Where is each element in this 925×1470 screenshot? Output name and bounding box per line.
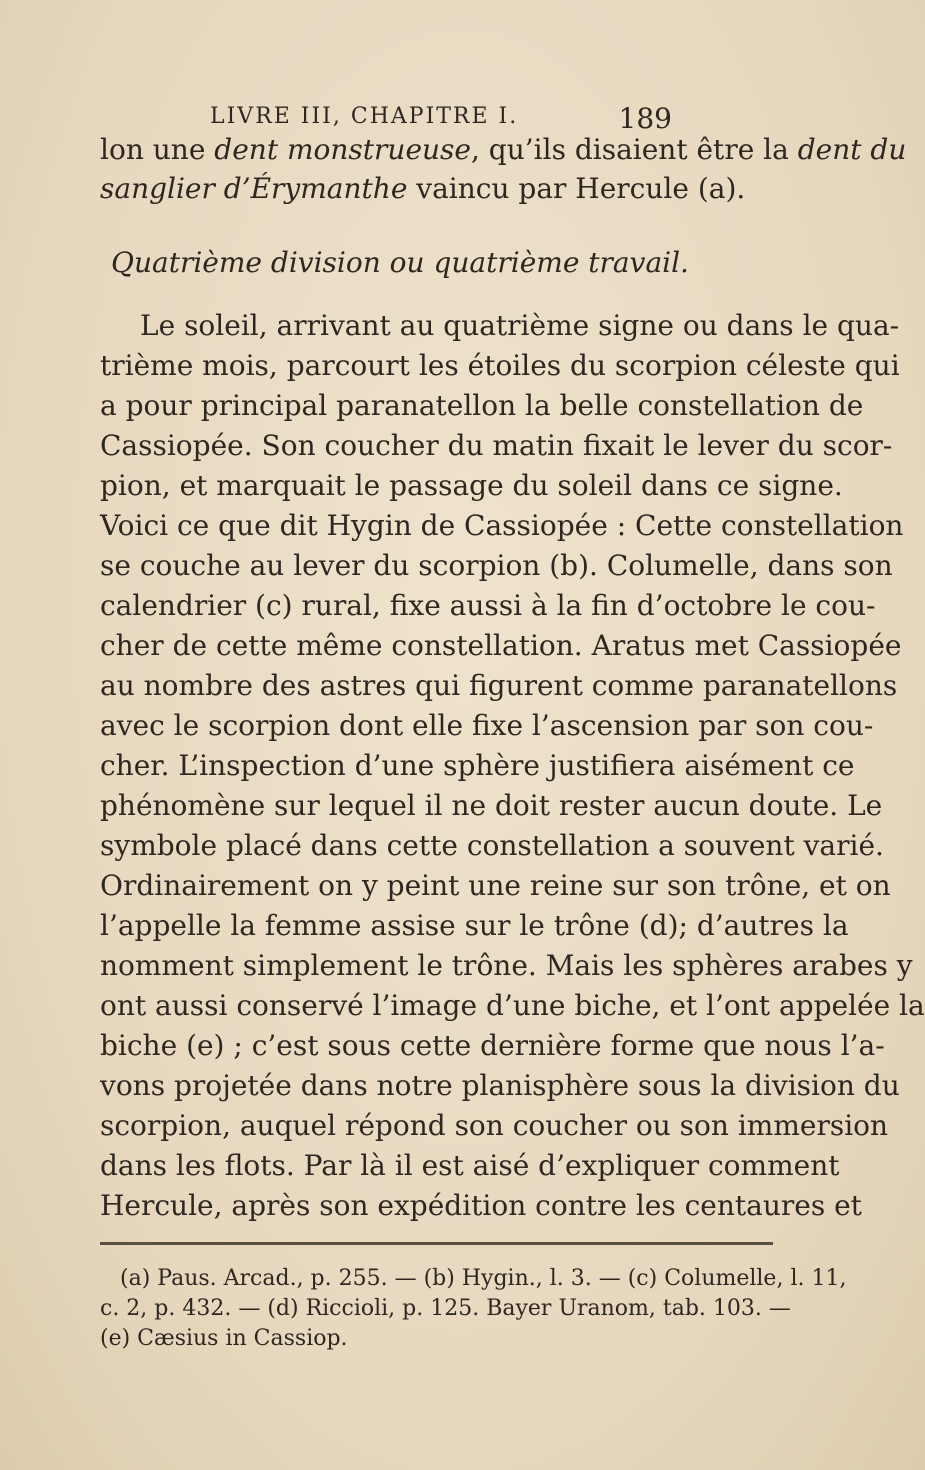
paragraph-line: Voici ce que dit Hygin de Cassiopée : Cette constellation <box>100 509 904 542</box>
paragraph-line: nomment simplement le trône. Mais les sphères arabes y <box>100 949 913 982</box>
paragraph-line: Ordinairement on y peint une reine sur son trône, et on <box>100 869 891 902</box>
paragraph-line: calendrier (c) rural, fixe aussi à la fin d’octobre le cou- <box>100 589 876 622</box>
paragraph-line: cher de cette même constellation. Aratus met Cassiopée <box>100 629 902 662</box>
footnote-line: (a) Paus. Arcad., p. 255. — (b) Hygin., l. 3. — (c) Columelle, l. 11, <box>120 1266 847 1291</box>
paragraph-line: symbole placé dans cette constellation a souvent varié. <box>100 829 884 862</box>
footnote-line: (e) Cæsius in Cassiop. <box>100 1326 348 1351</box>
paragraph-line: biche (e) ; c’est sous cette dernière forme que nous l’a- <box>100 1029 885 1062</box>
text-run: vaincu par Hercule (a). <box>407 172 746 205</box>
footnote-divider <box>100 1242 773 1245</box>
page-number: 189 <box>618 102 672 135</box>
paragraph-line: dans les flots. Par là il est aisé d’expliquer comment <box>100 1149 840 1182</box>
paragraph-line: l’appelle la femme assise sur le trône (d); d’autres la <box>100 909 849 942</box>
paragraph-line: phénomène sur lequel il ne doit rester aucun doute. Le <box>100 789 883 822</box>
section-heading: Quatrième division ou quatrième travail. <box>111 246 689 279</box>
paragraph-line: au nombre des astres qui figurent comme paranatellons <box>100 669 898 702</box>
paragraph-line: Hercule, après son expédition contre les centaures et <box>100 1189 862 1222</box>
paragraph-line: pion, et marquait le passage du soleil dans ce signe. <box>100 469 843 502</box>
opening-line-1 <box>100 133 907 166</box>
paragraph-line: Le soleil, arrivant au quatrième signe ou dans le qua- <box>140 309 900 342</box>
opening-line-2 <box>100 172 775 205</box>
italic-run: dent du <box>797 133 907 166</box>
paragraph-line: avec le scorpion dont elle fixe l’ascension par son cou- <box>100 709 874 742</box>
text-run: , qu’ils disaient être la <box>471 133 798 166</box>
running-title: LIVRE III, CHAPITRE I. <box>210 104 519 129</box>
paragraph-line: trième mois, parcourt les étoiles du scorpion céleste qui <box>100 349 900 382</box>
paragraph-line: vons projetée dans notre planisphère sous la division du <box>100 1069 900 1102</box>
paragraph-line: cher. L’inspection d’une sphère justifiera aisément ce <box>100 749 855 782</box>
italic-run: sanglier d’Érymanthe <box>100 172 408 205</box>
paragraph-line: a pour principal paranatellon la belle constellation de <box>100 389 864 422</box>
paragraph-line: scorpion, auquel répond son coucher ou son immersion <box>100 1109 889 1142</box>
paragraph-line: ont aussi conservé l’image d’une biche, et l’ont appelée la <box>100 989 925 1022</box>
text-run: lon une <box>100 133 215 166</box>
paragraph-line: Cassiopée. Son coucher du matin fixait le lever du scor- <box>100 429 893 462</box>
footnote-line: c. 2, p. 432. — (d) Riccioli, p. 125. Bayer Uranom, tab. 103. — <box>100 1296 791 1321</box>
italic-run: dent monstrueuse <box>214 133 471 166</box>
paragraph-line: se couche au lever du scorpion (b). Columelle, dans son <box>100 549 893 582</box>
